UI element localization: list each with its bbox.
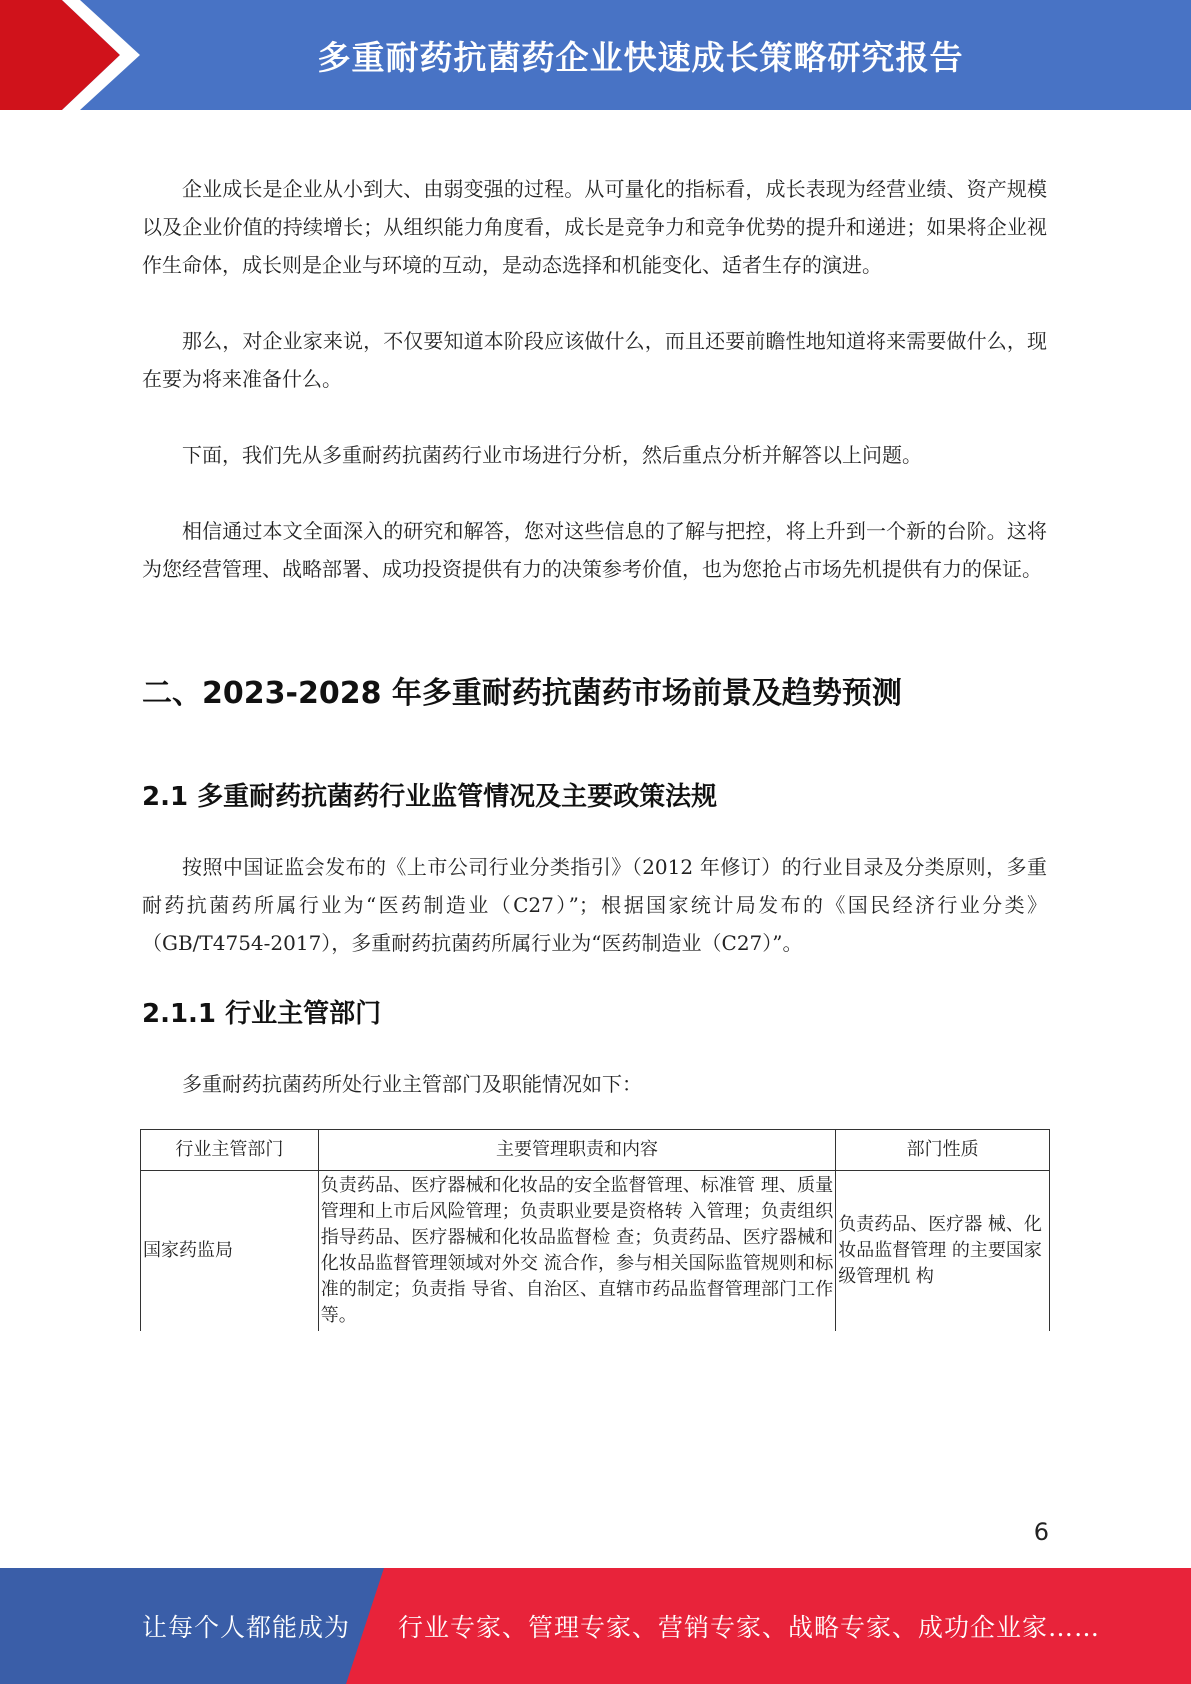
department-table [140,1129,1050,1331]
page-footer [0,1568,1191,1684]
report-title: 多重耐药抗菌药企业快速成长策略研究报告 [317,37,964,77]
table-header: 行业主管部门 [141,1130,319,1171]
table-cell-duties: 负责药品、医疗器械和化妆品的安全监督管理、标准管 理、质量管理和上市后风险管理；负责职业要是资格转 入管理；负责组织指导药品、医疗器械和化妆品监督检 查；负责药品、医疗器械和化妆品监督管理领域对外交 流合作，参与相关国际监管规则和标准的制定；负责指 导省、自治区、直辖市药品监督管理部门工作等。 [318,1171,835,1332]
regulation-paragraph: 按照中国证监会发布的《上市公司行业分类指引》（2012 年修订）的行业目录及分类原则，多重耐药抗菌药所属行业为“医药制造业（C27）”；根据国家统计局发布的《国民经济行业分类》（GB/T4754-2017），多重耐药抗菌药所属行业为“医药制造业（C27）”。 [142,855,1047,955]
table-intro-paragraph: 多重耐药抗菌药所处行业主管部门及职能情况如下： [182,1072,642,1096]
intro-paragraph: 那么，对企业家来说，不仅要知道本阶段应该做什么，而且还要前瞻性地知道将来需要做什么，现在要为将来准备什么。 [142,329,1047,391]
table-header: 主要管理职责和内容 [318,1130,835,1171]
subsection-2-1-body [142,848,1047,962]
header-chevron-decoration [0,0,150,110]
table-cell-nature: 负责药品、医疗器 械、化妆品监督管理 的主要国家级管理机 构 [836,1171,1050,1332]
footer-slogan-left: 让每个人都能成为 [142,1613,351,1642]
intro-paragraph: 下面，我们先从多重耐药抗菌药行业市场进行分析，然后重点分析并解答以上问题。 [182,443,922,467]
intro-paragraph: 企业成长是企业从小到大、由弱变强的过程。从可量化的指标看，成长表现为经营业绩、资产规模以及企业价值的持续增长；从组织能力角度看，成长是竞争力和竞争优势的提升和递进；如果将企业视作生命体，成长则是企业与环境的互动，是动态选择和机能变化、适者生存的演进。 [142,177,1047,277]
subsection-2-1-1-body [142,1065,1047,1103]
page-header [0,0,1191,110]
subsection-heading-2-1-1: 2.1.1 行业主管部门 [142,999,382,1029]
page-number: 6 [1033,1518,1049,1546]
subsection-heading-2-1: 2.1 多重耐药抗菌药行业监管情况及主要政策法规 [142,782,718,812]
section-heading: 二、2023-2028 年多重耐药抗菌药市场前景及趋势预测 [142,676,902,711]
intro-paragraph: 相信通过本文全面深入的研究和解答，您对这些信息的了解与把控，将上升到一个新的台阶。这将为您经营管理、战略部署、成功投资提供有力的决策参考价值，也为您抢占市场先机提供有力的保证。 [142,519,1047,581]
intro-section [142,170,1047,588]
table-cell-department: 国家药监局 [141,1171,319,1332]
footer-slogan-right: 行业专家、管理专家、营销专家、战略专家、成功企业家…… [398,1613,1101,1642]
table-header: 部门性质 [836,1130,1050,1171]
table-row [141,1171,1050,1332]
